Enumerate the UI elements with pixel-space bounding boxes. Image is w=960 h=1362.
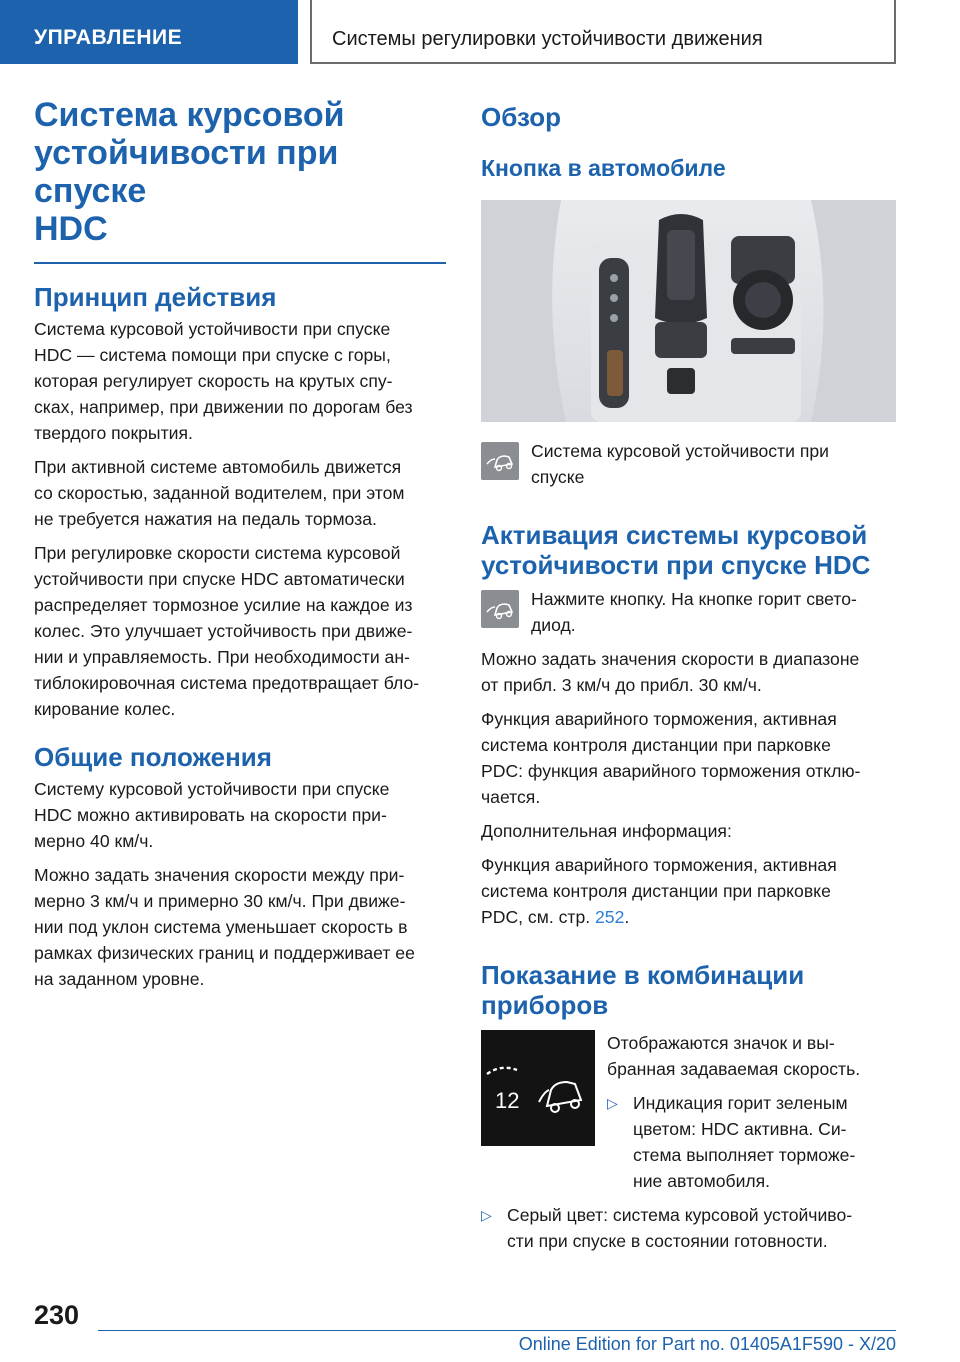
principle-paragraph: При регулировке скорости система курсовой устойчивости при спуске HDC автоматически распределяет тормозное усилие на каждое из колес. Это улучшает устойчивость при движе- нии и управляемость. При необходимости ан- тиблокировочная система предотвращает бло- кирование колес. xyxy=(34,543,420,719)
activation-paragraph: Дополнительная информация: xyxy=(481,821,732,841)
bullet-text: Серый цвет: система курсовой устойчиво- сти при спуске в состоянии готовности. xyxy=(507,1205,853,1251)
header-section-label: УПРАВЛЕНИЕ xyxy=(34,26,183,49)
principle-paragraph: Система курсовой устойчивости при спуске HDC — система помощи при спуске с горы, которая регулирует скорость на крутых спу- сках, например, при движении по дорогам без твердого покрытия. xyxy=(34,319,413,443)
general-paragraph: Можно задать значения скорости между при- мерно 3 км/ч и примерно 30 км/ч. При движе- нии под уклон система уменьшает скорость в рамках физических границ и поддерживает ее на заданном уровне. xyxy=(34,865,415,989)
page-title xyxy=(34,96,446,248)
instrument-cluster-display xyxy=(481,1030,595,1146)
button-caption: Система курсовой устойчивости при спуске xyxy=(531,441,829,487)
center-console-photo xyxy=(481,200,896,422)
cluster-intro: Отображаются значок и вы- бранная задаваемая скорость. xyxy=(607,1033,861,1079)
center-console-illustration xyxy=(481,200,896,422)
overview-heading: Обзор xyxy=(481,102,561,132)
title-divider xyxy=(34,262,446,264)
bullet-item xyxy=(481,1202,896,1254)
page-number: 230 xyxy=(34,1300,80,1330)
general-paragraph: Систему курсовой устойчивости при спуске HDC можно активировать на скорости при- мерно 40 км/ч. xyxy=(34,779,390,851)
header-section-tab xyxy=(0,0,298,64)
general-heading: Общие положения xyxy=(34,742,272,772)
bullet-triangle-icon: ▷ xyxy=(481,1207,492,1223)
hdc-button-icon xyxy=(481,590,519,628)
button-caption-row xyxy=(481,438,896,490)
cluster-row xyxy=(481,1030,896,1194)
bullet-text: Индикация горит зеленым цветом: HDC активна. Си- стема выполняет торможе- ние автомобиля. xyxy=(633,1093,856,1191)
activation-instruction-row xyxy=(481,586,896,638)
principle-heading: Принцип действия xyxy=(34,282,277,312)
principle-paragraph: При активной системе автомобиль движется со скоростью, заданной водителем, при этом не требуется нажатия на педаль тормоза. xyxy=(34,457,405,529)
bullet-item xyxy=(607,1090,896,1194)
page-title-line: Система курсовой xyxy=(34,96,345,134)
bullet-triangle-icon: ▷ xyxy=(607,1095,618,1111)
button-heading: Кнопка в автомобиле xyxy=(481,155,726,181)
footer-divider xyxy=(98,1330,896,1331)
cluster-heading: Показание в комбинации приборов xyxy=(481,960,805,1020)
right-column xyxy=(481,96,896,1254)
left-column xyxy=(34,96,446,992)
page-reference-link[interactable]: 252 xyxy=(595,907,625,927)
header-chapter-box xyxy=(310,0,896,64)
header-chapter-label: Системы регулировки устойчивости движения xyxy=(332,28,763,50)
page-title-line: устойчивости при спуске xyxy=(34,134,339,210)
activation-paragraph: Можно задать значения скорости в диапазоне от прибл. 3 км/ч до прибл. 30 км/ч. xyxy=(481,649,860,695)
cluster-speed-value: 12 xyxy=(495,1088,520,1113)
cluster-description xyxy=(607,1030,896,1194)
hdc-button-icon xyxy=(481,442,519,480)
activation-heading: Активация системы курсовой устойчивости при спуске HDC xyxy=(481,520,871,580)
footer-edition: Online Edition for Part no. 01405A1F590 - X/20 xyxy=(518,1334,896,1354)
activation-paragraph: Функция аварийного торможения, активная система контроля дистанции при парковке PDC: функция аварийного торможения отклю- чается. xyxy=(481,709,861,807)
activation-instruction: Нажмите кнопку. На кнопке горит свето- диод. xyxy=(531,589,857,635)
page-title-line: HDC xyxy=(34,210,108,248)
activation-paragraph: Функция аварийного торможения, активная система контроля дистанции при парковке PDC, см. стр. 252. xyxy=(481,855,837,927)
